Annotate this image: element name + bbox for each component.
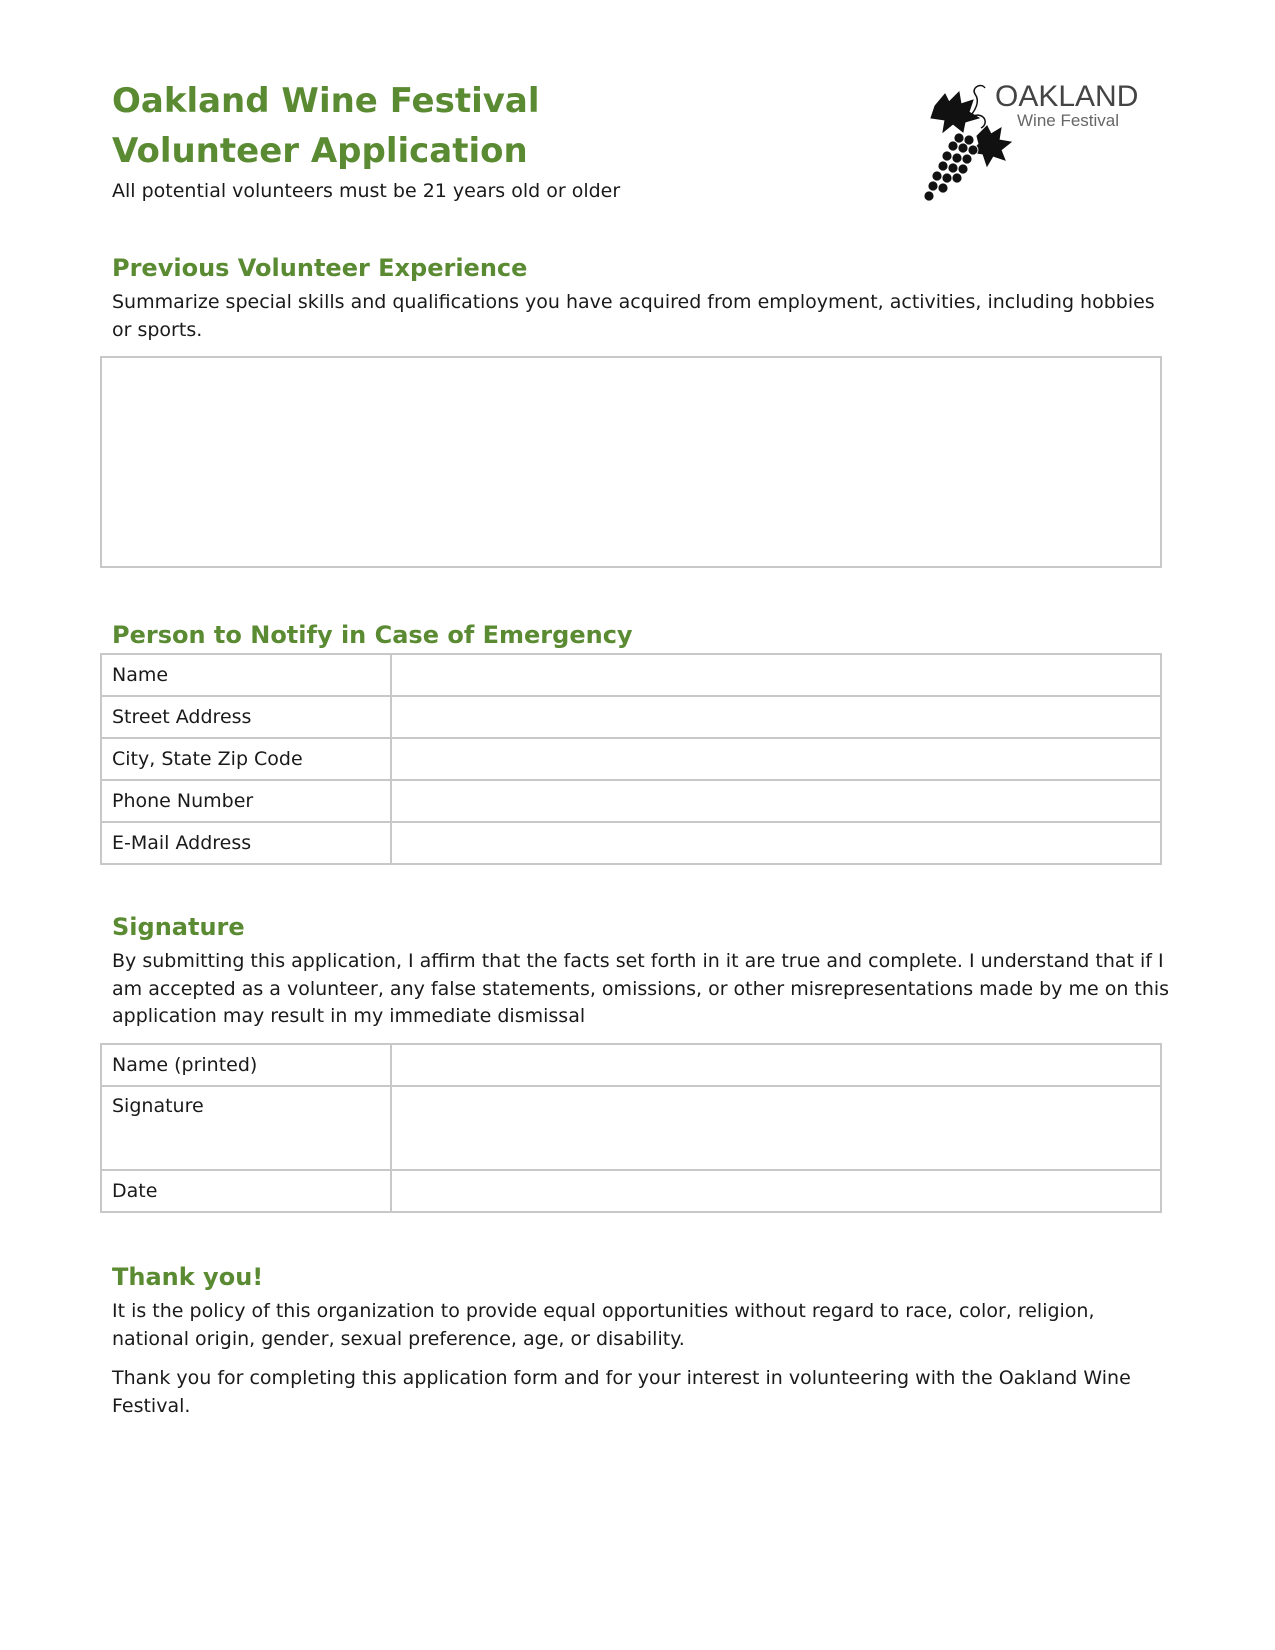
experience-textarea[interactable]	[100, 356, 1162, 568]
oakland-wine-festival-logo	[915, 72, 1165, 212]
experience-instructions: Summarize special skills and qualifications you have acquired from employment, activities, including hobbies or sports.	[112, 291, 1155, 341]
table-row	[101, 738, 1161, 780]
table-row	[101, 696, 1161, 738]
signature-label: Signature	[101, 1086, 391, 1170]
emergency-phone-label: Phone Number	[101, 780, 391, 822]
signature-field[interactable]	[391, 1086, 1161, 1170]
signature-heading: Signature	[112, 913, 245, 941]
logo-word-main: OAKLAND	[995, 80, 1139, 113]
table-row	[101, 822, 1161, 864]
age-requirement-note: All potential volunteers must be 21 years old or older	[112, 180, 621, 202]
logo-word-sub: Wine Festival	[1017, 111, 1120, 130]
emergency-city-label: City, State Zip Code	[101, 738, 391, 780]
table-row	[101, 780, 1161, 822]
closing-message: Thank you for completing this application form and for your interest in volunteering with the Oakland Wine Festival.	[112, 1367, 1131, 1417]
page-title-line1: Oakland Wine Festival	[112, 81, 540, 121]
emergency-name-field[interactable]	[391, 654, 1161, 696]
experience-heading: Previous Volunteer Experience	[112, 254, 528, 282]
table-row	[101, 654, 1161, 696]
emergency-phone-field[interactable]	[391, 780, 1161, 822]
signature-table	[100, 1043, 1162, 1213]
date-label: Date	[101, 1170, 391, 1212]
printed-name-label: Name (printed)	[101, 1044, 391, 1086]
emergency-email-field[interactable]	[391, 822, 1161, 864]
page-title-line2: Volunteer Application	[112, 131, 528, 171]
table-row	[101, 1086, 1161, 1170]
table-row	[101, 1044, 1161, 1086]
date-field[interactable]	[391, 1170, 1161, 1212]
emergency-city-field[interactable]	[391, 738, 1161, 780]
emergency-contact-table	[100, 653, 1162, 865]
thanks-heading: Thank you!	[112, 1263, 264, 1291]
equal-opportunity-policy: It is the policy of this organization to provide equal opportunities without regard to race, color, religion, national origin, gender, sexual preference, age, or disability.	[112, 1300, 1095, 1350]
emergency-street-label: Street Address	[101, 696, 391, 738]
printed-name-field[interactable]	[391, 1044, 1161, 1086]
emergency-name-label: Name	[101, 654, 391, 696]
table-row	[101, 1170, 1161, 1212]
emergency-street-field[interactable]	[391, 696, 1161, 738]
emergency-email-label: E-Mail Address	[101, 822, 391, 864]
emergency-heading: Person to Notify in Case of Emergency	[112, 621, 633, 649]
signature-statement: By submitting this application, I affirm that the facts set forth in it are true and complete. I understand that if I am accepted as a volunteer, any false statements, omissions, or other misrepresentations made by me on this application may result in my immediate dismissal	[112, 950, 1170, 1027]
